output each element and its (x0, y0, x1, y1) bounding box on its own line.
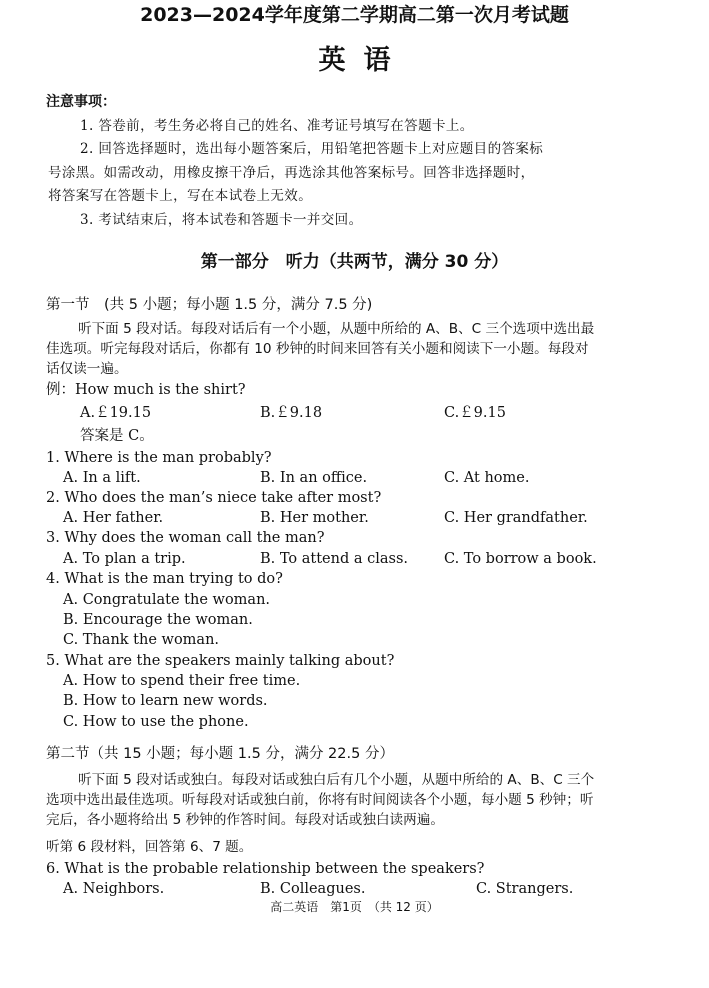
question-1-option-c: C. At home. (444, 470, 530, 486)
section-1-instruction-line-3: 话仅读一遍。 (46, 361, 128, 377)
question-4-option-a: A. Congratulate the woman. (63, 592, 271, 608)
question-2-option-a: A. Her father. (63, 510, 164, 526)
section-2-instruction-line-1: 听下面 5 段对话或独白。每段对话或独白后有几个小题，从题中所给的 A、B、C 三个 (78, 772, 595, 788)
question-2-option-c: C. Her grandfather. (444, 510, 588, 526)
question-4-option-b: B. Encourage the woman. (63, 612, 253, 628)
section-1-instruction-line-1: 听下面 5 段对话。每段对话后有一个小题，从题中所给的 A、B、C 三个选项中选出最 (78, 321, 595, 337)
question-4-option-c: C. Thank the woman. (63, 632, 220, 648)
notice-item-2-line-2: 号涂黑。如需改动，用橡皮擦干净后，再选涂其他答案标号。回答非选择题时， (48, 165, 535, 181)
question-3: 3. Why does the woman call the man? (46, 530, 325, 546)
notice-item-2-line-3: 将答案写在答题卡上，写在本试卷上无效。 (48, 188, 313, 204)
question-6: 6. What is the probable relationship between the speakers? (46, 861, 485, 877)
question-3-option-b: B. To attend a class. (260, 551, 409, 567)
section-2-title: 第二节（共 15 小题；每小题 1.5 分，满分 22.5 分） (46, 746, 394, 762)
page-footer: 高二英语 第1页 （共 12 页） (270, 900, 439, 914)
question-4: 4. What is the man trying to do? (46, 571, 283, 587)
question-6-option-a: A. Neighbors. (63, 881, 165, 897)
example-option-b: B.￡9.18 (260, 405, 323, 421)
example-answer: 答案是 C。 (80, 428, 154, 444)
question-3-option-c: C. To borrow a book. (444, 551, 597, 567)
question-6-option-c: C. Strangers. (476, 881, 574, 897)
notice-heading: 注意事项： (46, 94, 116, 110)
question-1: 1. Where is the man probably? (46, 450, 272, 466)
section-1-instruction-line-2: 佳选项。听完每段对话后，你都有 10 秒钟的时间来回答有关小题和阅读下一小题。每段对 (46, 341, 589, 357)
question-5-option-b: B. How to learn new words. (63, 693, 268, 709)
notice-item-2-line-1: 2. 回答选择题时，选出每小题答案后，用铅笔把答题卡上对应题目的答案标 (80, 141, 544, 157)
section-1-title: 第一节 (共 5 小题；每小题 1.5 分，满分 7.5 分) (46, 297, 373, 313)
question-6-option-b: B. Colleagues. (260, 881, 366, 897)
question-5-option-c: C. How to use the phone. (63, 714, 249, 730)
notice-item-1: 1. 答卷前，考生务必将自己的姓名、准考证号填写在答题卡上。 (80, 118, 474, 134)
subject-title: 英语 (318, 45, 409, 76)
example-question: 例：How much is the shirt? (46, 382, 246, 398)
question-5-option-a: A. How to spend their free time. (63, 673, 301, 689)
section-2-instruction-line-3: 完后，各小题将给出 5 秒钟的作答时间。每段对话或独白读两遍。 (46, 812, 444, 828)
notice-item-3: 3. 考试结束后，将本试卷和答题卡一并交回。 (80, 212, 363, 228)
exam-title: 2023—2024学年度第二学期高二第一次月考试题 (140, 4, 569, 26)
question-2-option-b: B. Her mother. (260, 510, 369, 526)
question-5: 5. What are the speakers mainly talking about? (46, 653, 395, 669)
section-2-instruction-line-2: 选项中选出最佳选项。听每段对话或独白前，你将有时间阅读各个小题，每小题 5 秒钟；听 (46, 792, 594, 808)
material-6-instruction: 听第 6 段材料，回答第 6、7 题。 (46, 839, 253, 855)
part-1-title: 第一部分 听力（共两节，满分 30 分） (200, 252, 509, 272)
question-3-option-a: A. To plan a trip. (63, 551, 186, 567)
question-1-option-b: B. In an office. (260, 470, 368, 486)
question-1-option-a: A. In a lift. (63, 470, 141, 486)
question-2: 2. Who does the man’s niece take after most? (46, 490, 382, 506)
example-option-a: A.￡19.15 (80, 405, 152, 421)
example-option-c: C.￡9.15 (444, 405, 506, 421)
